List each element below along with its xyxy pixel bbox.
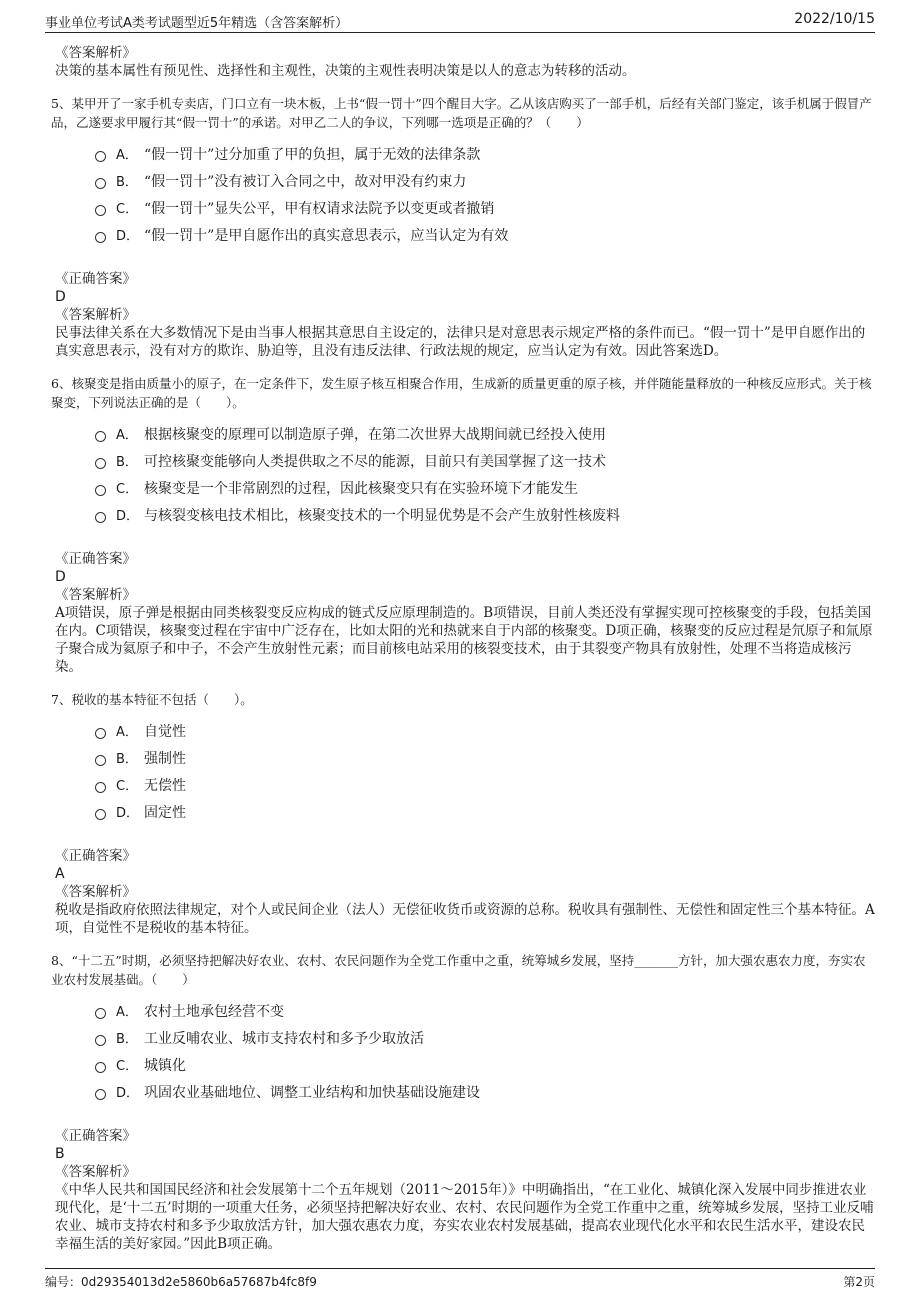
page-header [45, 10, 875, 33]
answer-tag: 《正确答案》 [55, 848, 136, 864]
option-letter: D． [116, 509, 140, 524]
question-block [51, 690, 875, 937]
option-item[interactable] [95, 420, 875, 447]
option-letter: D． [116, 1086, 140, 1101]
correct-answer: B [55, 1146, 65, 1162]
option-letter: B． [116, 455, 138, 470]
answer-tag: 《正确答案》 [55, 1128, 136, 1144]
option-letter: B． [116, 752, 138, 767]
analysis-tag: 《答案解析》 [55, 587, 136, 603]
option-text: 根据核聚变的原理可以制造原子弹，在第二次世界大战期间就已经投入使用 [144, 426, 606, 443]
radio-icon[interactable] [95, 431, 106, 442]
radio-icon[interactable] [95, 728, 106, 739]
answer-section [55, 270, 875, 360]
option-text: 工业反哺农业、城市支持农村和多予少取放活 [144, 1030, 424, 1047]
correct-answer: D [55, 569, 66, 585]
option-item[interactable] [95, 1024, 875, 1051]
option-item[interactable] [95, 501, 875, 528]
analysis-text: 决策的基本属性有预见性、选择性和主观性，决策的主观性表明决策是以人的意志为转移的活动。 [55, 63, 636, 79]
radio-icon[interactable] [95, 485, 106, 496]
option-letter: C． [116, 482, 139, 497]
question-text: 7、税收的基本特征不包括（ ）。 [51, 692, 253, 707]
document-code: 编号：0d29354013d2e5860b6a57687b4fc8f9 [45, 1275, 317, 1289]
option-item[interactable] [95, 474, 875, 501]
option-item[interactable] [95, 744, 875, 771]
radio-icon[interactable] [95, 755, 106, 766]
option-letter: D． [116, 806, 140, 821]
option-item[interactable] [95, 221, 875, 248]
option-item[interactable] [95, 1078, 875, 1105]
correct-answer: D [55, 289, 66, 305]
option-item[interactable] [95, 447, 875, 474]
radio-icon[interactable] [95, 458, 106, 469]
radio-icon[interactable] [95, 205, 106, 216]
option-item[interactable] [95, 997, 875, 1024]
answer-section [55, 550, 875, 676]
option-text: 强制性 [144, 750, 186, 767]
radio-icon[interactable] [95, 151, 106, 162]
radio-icon[interactable] [95, 782, 106, 793]
analysis-tag: 《答案解析》 [55, 45, 136, 61]
option-text: 可控核聚变能够向人类提供取之不尽的能源，目前只有美国掌握了这一技术 [144, 453, 606, 470]
option-list [95, 997, 875, 1105]
correct-answer: A [55, 866, 65, 882]
radio-icon[interactable] [95, 178, 106, 189]
option-text: 自觉性 [144, 723, 186, 740]
analysis-text: 税收是指政府依照法律规定，对个人或民间企业（法人）无偿征收货币或资源的总称。税收具有强制性、无偿性和固定性三个基本特征。A项，自觉性不是税收的基本特征。 [55, 902, 875, 936]
option-text: “假一罚十”是甲自愿作出的真实意思表示，应当认定为有效 [144, 227, 509, 244]
question-block [51, 374, 875, 676]
option-text: “假一罚十”没有被订入合同之中，故对甲没有约束力 [144, 173, 467, 190]
analysis-tag: 《答案解析》 [55, 1164, 136, 1180]
option-text: “假一罚十”显失公平，甲有权请求法院予以变更或者撤销 [144, 200, 495, 217]
answer-tag: 《正确答案》 [55, 271, 136, 287]
question-block [51, 951, 875, 1253]
question-text: 5、某甲开了一家手机专卖店，门口立有一块木板，上书“假一罚十”四个醒目大字。乙从该店购买了一部手机，后经有关部门鉴定，该手机属于假冒产品，乙遂要求甲履行其“假一罚十”的承诺。对甲乙二人的争议，下列哪一选项是正确的？（ ） [51, 96, 872, 130]
answer-section [55, 1127, 875, 1253]
option-item[interactable] [95, 798, 875, 825]
analysis-text: 《中华人民共和国国民经济和社会发展第十二个五年规划（2011～2015年）》中明确指出，“在工业化、城镇化深入发展中同步推进农业现代化，是‘十二五’时期的一项重大任务，必须坚持把解决好农业、农村、农民问题作为全党工作重中之重，统筹城乡发展，坚持工业反哺农业、城市支持农村和多予少取放活方针，加大强农惠农力度，夯实农业农村发展基础，提高农业现代化水平和农民生活水平，建设农民幸福生活的美好家园。”因此B项正确。 [55, 1182, 874, 1252]
question-block [51, 94, 875, 360]
option-text: 巩固农业基础地位、调整工业结构和加快基础设施建设 [144, 1084, 480, 1101]
option-letter: C． [116, 202, 139, 217]
option-text: 固定性 [144, 804, 186, 821]
option-letter: C． [116, 1059, 139, 1074]
analysis-tag: 《答案解析》 [55, 884, 136, 900]
option-text: 无偿性 [144, 777, 186, 794]
option-text: 城镇化 [144, 1057, 186, 1074]
question-list [51, 94, 875, 1253]
option-letter: A． [116, 428, 138, 443]
page-number: 第2页 [843, 1275, 875, 1289]
answer-tag: 《正确答案》 [55, 551, 136, 567]
page-footer [45, 1268, 875, 1291]
option-text: 农村土地承包经营不变 [144, 1003, 284, 1020]
option-list [95, 717, 875, 825]
radio-icon[interactable] [95, 809, 106, 820]
answer-section [55, 847, 875, 937]
option-text: 核聚变是一个非常剧烈的过程，因此核聚变只有在实验环境下才能发生 [144, 480, 578, 497]
radio-icon[interactable] [95, 1062, 106, 1073]
option-letter: C． [116, 779, 139, 794]
radio-icon[interactable] [95, 1008, 106, 1019]
option-item[interactable] [95, 140, 875, 167]
option-item[interactable] [95, 717, 875, 744]
radio-icon[interactable] [95, 1035, 106, 1046]
question-text: 6、核聚变是指由质量小的原子，在一定条件下，发生原子核互相聚合作用，生成新的质量更重的原子核，并伴随能量释放的一种核反应形式。关于核聚变，下列说法正确的是（ ）。 [51, 376, 872, 410]
option-letter: B． [116, 1032, 138, 1047]
document-title: 事业单位考试A类考试题型近5年精选（含答案解析） [45, 16, 349, 31]
analysis-text: A项错误，原子弹是根据由同类核裂变反应构成的链式反应原理制造的。B项错误，目前人类还没有掌握实现可控核聚变的手段，包括美国在内。C项错误，核聚变过程在宇宙中广泛存在，比如太阳的光和热就来自于内部的核聚变。D项正确，核聚变的反应过程是氘原子和氚原子聚合成为氦原子和中子，不会产生放射性元素；而目前核电站采用的核裂变技术，由于其裂变产物具有放射性，处理不当将造成核污染。 [55, 605, 873, 675]
option-text: 与核裂变核电技术相比，核聚变技术的一个明显优势是不会产生放射性核废料 [144, 507, 620, 524]
question-text: 8、“十二五”时期，必须坚持把解决好农业、农村、农民问题作为全党工作重中之重，统筹城乡发展，坚持_______方针，加大强农惠农力度，夯实农业农村发展基础。（ ） [51, 953, 866, 987]
option-item[interactable] [95, 194, 875, 221]
option-letter: A． [116, 148, 138, 163]
radio-icon[interactable] [95, 1089, 106, 1100]
page-content [51, 44, 875, 1271]
option-list [95, 140, 875, 248]
analysis-tag: 《答案解析》 [55, 307, 136, 323]
option-text: “假一罚十”过分加重了甲的负担，属于无效的法律条款 [144, 146, 481, 163]
option-list [95, 420, 875, 528]
radio-icon[interactable] [95, 232, 106, 243]
option-letter: A． [116, 725, 138, 740]
document-date: 2022/10/15 [794, 11, 875, 27]
option-item[interactable] [95, 771, 875, 798]
option-letter: B． [116, 175, 138, 190]
option-item[interactable] [95, 167, 875, 194]
analysis-text: 民事法律关系在大多数情况下是由当事人根据其意思自主设定的，法律只是对意思表示规定严格的条件而已。“假一罚十”是甲自愿作出的真实意思表示，没有对方的欺诈、胁迫等，且没有违反法律、行政法规的规定，应当认定为有效。因此答案选D。 [55, 325, 866, 359]
option-letter: D． [116, 229, 140, 244]
option-letter: A． [116, 1005, 138, 1020]
option-item[interactable] [95, 1051, 875, 1078]
radio-icon[interactable] [95, 512, 106, 523]
